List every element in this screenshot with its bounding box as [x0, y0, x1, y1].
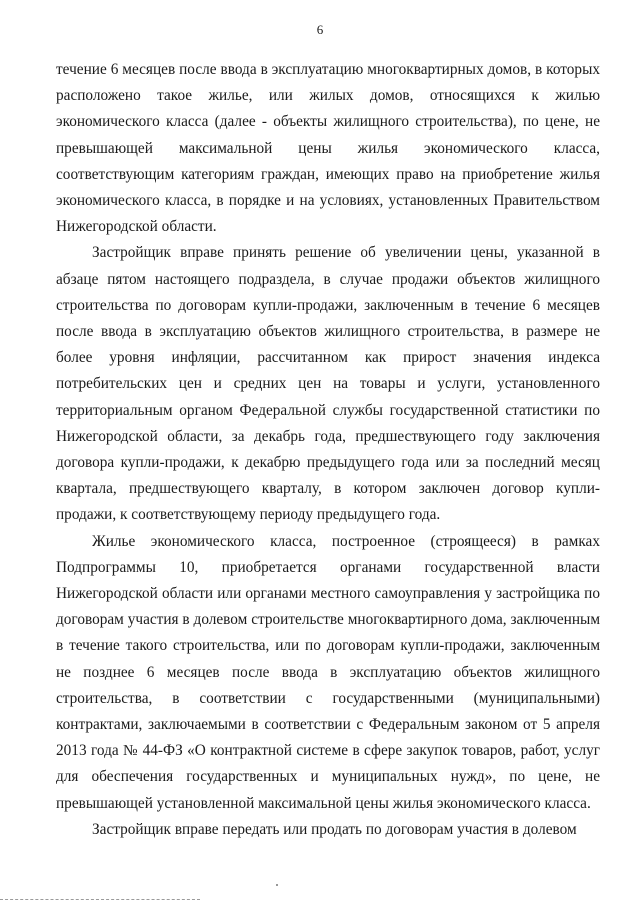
paragraph-continuation: течение 6 месяцев после ввода в эксплуатацию многоквартирных домов, в которых расположено такое жилье, или жилых домов, относящихся к жилью экономического класса (далее - объекты жилищного строительства), по цене, не превышающей максимальной цены жилья экономического класса, соответствующим категориям граждан, имеющих право на приобретение жилья экономического класса, в порядке и на условиях, установленных Правительством Нижегородской области.: [56, 61, 600, 236]
paragraph-developer-transfer: Застройщик вправе передать или продать по договорам участия в долевом: [92, 820, 577, 838]
paragraph-economy-housing: Жилье экономического класса, построенное (строящееся) в рамках Подпрограммы 10, приобретается органами государственной власти Нижегородской области или органами местного самоуправления у застройщика по договорам участия в долевом строительстве многоквартирного дома, заключенным в течение такого строительства, или по договорам купли-продажи, заключенным не позднее 6 месяцев после ввода в эксплуатацию объектов жилищного строительства, в соответствии с государственными (муниципальными) контрактами, заключаемыми в соответствии с Федеральным законом от 5 апреля 2013 года № 44-ФЗ «О контрактной системе в сфере закупок товаров, работ, услуг для обеспечения государственных и муниципальных нужд», по цене, не превышающей установленной максимальной цены жилья экономического класса.: [56, 532, 600, 812]
page-number: 6: [316, 22, 324, 37]
scan-artifact-line: [0, 899, 200, 900]
paragraph-price-increase: Застройщик вправе принять решение об увеличении цены, указанной в абзаце пятом настоящего подраздела, в случае продажи объектов жилищного строительства по договорам купли-продажи, заключенным в течение 6 месяцев после ввода в эксплуатацию объектов жилищного строительства, в размере не более уровня инфляции, рассчитанном как прирост значения индекса потребительских цен и средних цен на товары и услуги, установленного территориальным органом Федеральной службы государственной статистики по Нижегородской области, за декабрь года, предшествующего году заключения договора купли-продажи, к декабрю предыдущего года или за последний месяц квартала, предшествующего кварталу, в котором заключен договор купли-продажи, к соответствующему периоду предыдущего года.: [56, 244, 600, 524]
document-body: [56, 57, 600, 843]
scan-artifact-dot: [276, 884, 278, 886]
